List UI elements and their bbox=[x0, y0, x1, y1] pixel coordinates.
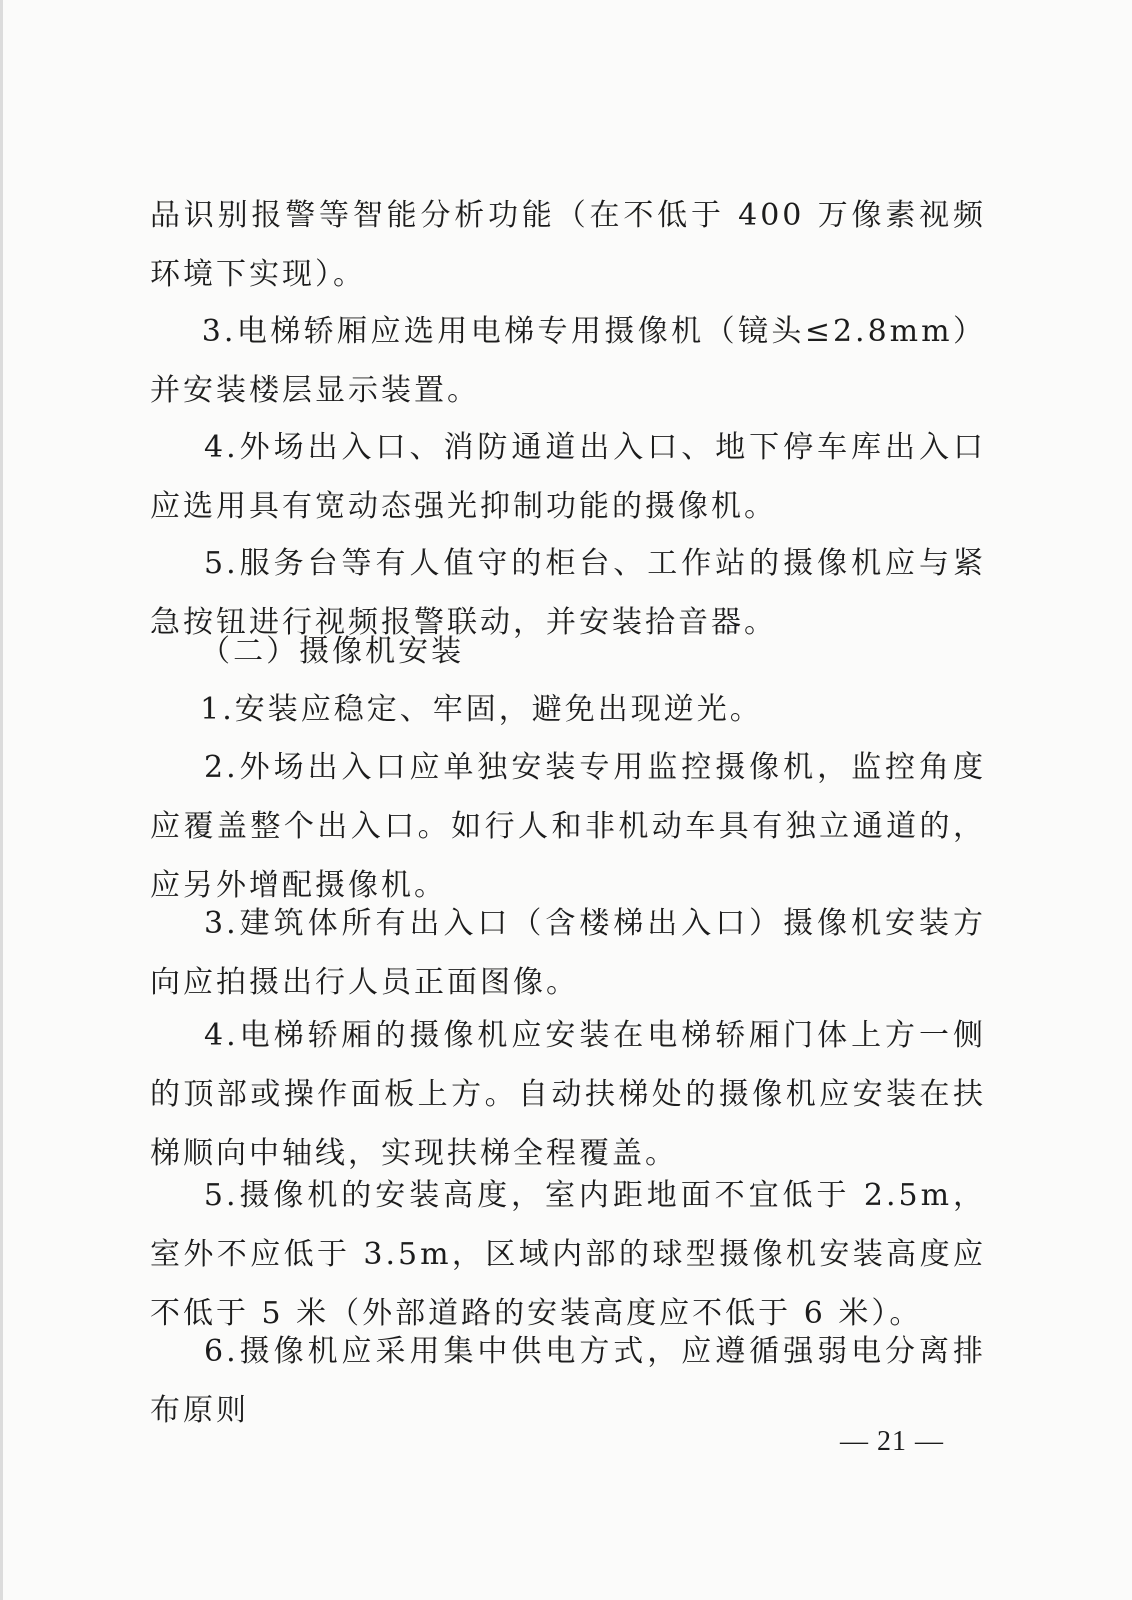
paragraph-install-2: 2.外场出入口应单独安装专用监控摄像机，监控角度应覆盖整个出入口。如行人和非机动车具有独立通道的，应另外增配摄像机。 bbox=[150, 750, 986, 903]
paragraph-item-5-service-desk: 5.服务台等有人值守的柜台、工作站的摄像机应与紧急按钮进行视频报警联动，并安装拾音器。 bbox=[150, 546, 986, 640]
paragraph-continuation: 品识别报警等智能分析功能（在不低于 400 万像素视频环境下实现）。 bbox=[150, 198, 986, 292]
scan-edge bbox=[0, 0, 3, 1600]
paragraph-item-3-elevator-camera: 3.电梯轿厢应选用电梯专用摄像机（镜头≤2.8mm）并安装楼层显示装置。 bbox=[150, 314, 986, 408]
page-number: — 21 — bbox=[840, 1426, 944, 1457]
paragraph-install-5: 5.摄像机的安装高度，室内距地面不宜低于 2.5m，室外不应低于 3.5m，区域内部的球型摄像机安装高度应不低于 5 米（外部道路的安装高度应不低于 6 米）。 bbox=[150, 1178, 986, 1331]
paragraph-install-4: 4.电梯轿厢的摄像机应安装在电梯轿厢门体上方一侧的顶部或操作面板上方。自动扶梯处的摄像机应安装在扶梯顺向中轴线，实现扶梯全程覆盖。 bbox=[150, 1018, 986, 1171]
paragraph-install-1: 1.安装应稳定、牢固，避免出现逆光。 bbox=[150, 692, 763, 727]
section-heading-camera-installation: （二）摄像机安装 bbox=[150, 634, 465, 669]
paragraph-item-4-entrance-camera: 4.外场出入口、消防通道出入口、地下停车库出入口应选用具有宽动态强光抑制功能的摄像机。 bbox=[150, 430, 986, 524]
paragraph-install-3: 3.建筑体所有出入口（含楼梯出入口）摄像机安装方向应拍摄出行人员正面图像。 bbox=[150, 906, 986, 1000]
paragraph-install-6: 6.摄像机应采用集中供电方式，应遵循强弱电分离排布原则 bbox=[150, 1334, 986, 1428]
